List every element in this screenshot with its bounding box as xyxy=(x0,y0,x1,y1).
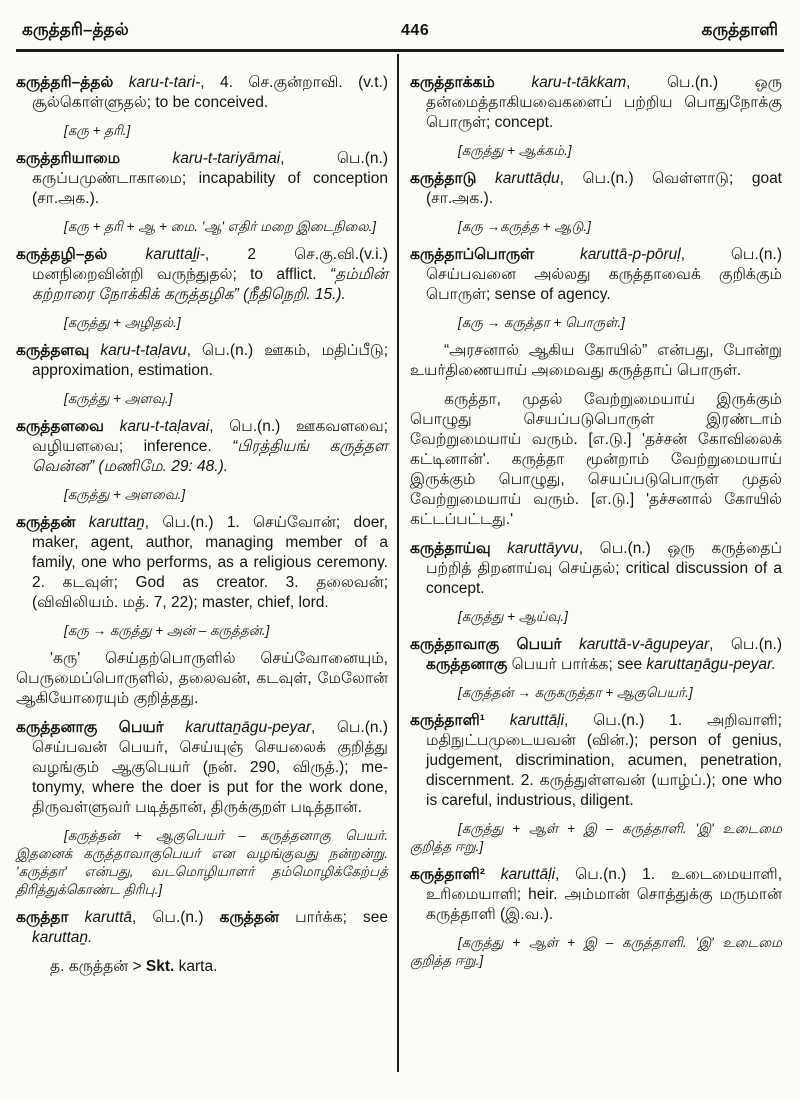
text-run: கருத்தன் xyxy=(219,909,280,926)
entry-text xyxy=(410,169,782,209)
dictionary-entry xyxy=(410,169,782,236)
text-run: karuttā xyxy=(84,909,132,926)
text-run: [கருத்து + ஆள் + இ – கருத்தாளி. 'இ' உடைமை குறித்த ஈறு.] xyxy=(410,935,782,968)
text-run: , பெ.(n.) 1. உடைமையாளி, உரிமையாளி; heir. அம்மான் சொத்துக்கு மருமான் கருத்தாளி (இ.வ.). xyxy=(426,866,782,923)
dictionary-entry xyxy=(410,635,782,702)
text-run: கருத்தாளி² xyxy=(410,866,501,883)
etymology xyxy=(16,218,388,236)
text-run: [கருத்து + ஆய்வு.] xyxy=(458,609,568,624)
entry-text xyxy=(16,908,388,948)
dictionary-entry xyxy=(410,865,782,970)
text-run: karuttāḷi xyxy=(500,866,556,883)
text-run: கருத்தனாகு பெயர் xyxy=(16,719,186,736)
etymology xyxy=(410,684,782,702)
text-run: , பெ.(n.) கருப்பமுண்டாகாமை; incapability of conception (சா.அக.). xyxy=(32,150,388,207)
text-run: [கருத்தன் + ஆகுபெயர் – கருத்தனாகு பெயர். இதனைக் கருத்தாவாகுபெயர் என வழங்குவது நன்றன்று. 'கருத்தா' என்பது, வடமொழியாளர் தம்மொழிக்கேற்பத் திரித்துக்கொண்ட திரிபு.] xyxy=(16,828,388,897)
etymology xyxy=(410,218,782,236)
text-run: , பெ.(n.) 1. அறிவாளி; மதிநுட்பமுடையவன் (வின்.); person of genius, judgement, discrimination, acumen, penetration, discernment. 2. கருத்துள்ளவன் (யாழ்ப்.); one who is careful, industrious, diligent. xyxy=(426,712,782,809)
text-run: karuttāyvu xyxy=(507,540,579,557)
dictionary-entry xyxy=(16,341,388,408)
text-run: , பெ.(n.) ஒரு தன்மைத்தாகியவைகளைப் பற்றிய பொதுநோக்கு பொருள்; concept. xyxy=(426,74,782,131)
text-run: [கரு + தரி + ஆ + மை. 'ஆ' எதிர் மறை இடைநிலை.] xyxy=(64,219,377,234)
text-run: Skt. xyxy=(145,958,175,975)
text-run: [கரு → கருத்து + அன் – கருத்தன்.] xyxy=(64,623,270,638)
text-run: , 4. செ.குன்றாவி. (v.t.) சூல்கொள்ளுதல்; to be conceived. xyxy=(32,74,388,111)
text-run: karuttaḻi- xyxy=(145,246,205,263)
etymology xyxy=(410,934,782,970)
entry-text xyxy=(16,513,388,613)
text-run: karuttāḷi xyxy=(509,712,565,729)
text-run: [கருத்து + அழிதல்.] xyxy=(64,315,181,330)
text-run: கருத்தாளி¹ xyxy=(410,712,510,729)
text-run: கருத்தாடு xyxy=(410,170,495,187)
text-run: கருத்தரியாமை xyxy=(16,150,173,167)
text-run: , 2 செ.கு.வி.(v.i.) மனநிறைவின்றி வருந்துதல்; to afflict. xyxy=(32,246,388,283)
dictionary-entry xyxy=(16,908,388,977)
text-run: கருத்தாவாகு பெயர் xyxy=(410,636,580,653)
running-head-left: கருத்தரி–த்தல் xyxy=(22,20,129,39)
running-head-right: கருத்தாளி xyxy=(701,20,778,39)
text-run: , பெ.(n.) xyxy=(132,909,220,926)
dictionary-entry xyxy=(16,149,388,236)
entry-text xyxy=(16,245,388,305)
note-paragraph xyxy=(410,341,782,381)
note-paragraph xyxy=(16,649,388,709)
dictionary-entry xyxy=(410,73,782,160)
text-run: கருத்தா, முதல் வேற்றுமையாய் இருக்கும் பொழுது செயப்படுபொருள் இரண்டாம் வேற்றுமையாய் வரும். [எ.டு.] 'தச்சன் கோவிலைக் கட்டினான்'. கருத்தா மூன்றாம் வேற்றுமையாய் இருக்கும் பொழுது, செயப்படுபொருள் முதல் வேற்றுமையாய் வரும். [எ.டு.] 'தச்சனால் கோயில் கட்டப்பட்டது.' xyxy=(410,391,782,528)
text-run: karuttā-p-pōruḷ xyxy=(579,246,681,263)
text-run: , பெ.(n.) ஊகவளவை; வழியளவை; inference. xyxy=(32,418,388,455)
etymology xyxy=(410,314,782,332)
text-run: [கரு → கருத்தா + பொருள்.] xyxy=(458,315,625,330)
entry-text xyxy=(16,341,388,381)
text-run: karuttāḍu xyxy=(494,170,560,187)
etymology xyxy=(410,608,782,626)
dictionary-entry xyxy=(16,513,388,709)
text-run: “அரசனால் ஆகிய கோயில்” என்பது, போன்று உயர்திணையாய் அமைவது கருத்தாப் பொருள். xyxy=(410,342,782,379)
text-run: [கருத்து + அளவு.] xyxy=(64,391,173,406)
dictionary-entry xyxy=(16,245,388,332)
left-column xyxy=(16,52,397,1072)
text-run: [கருத்து + ஆக்கம்.] xyxy=(458,143,572,158)
text-run: karu-t-tariyāmai xyxy=(172,150,281,167)
text-run: கருத்தரி–த்தல் xyxy=(16,74,129,91)
text-run: , பெ.(n.) ஊகம், மதிப்பீடு; approximation, estimation. xyxy=(32,342,388,379)
text-run: karuttā-v-āgupeyar xyxy=(579,636,710,653)
etymology xyxy=(16,827,388,899)
dictionary-entry xyxy=(16,417,388,504)
dictionary-entry xyxy=(16,73,388,140)
text-run: கருத்தன் xyxy=(16,514,89,531)
dictionary-entry xyxy=(410,245,782,530)
note-paragraph xyxy=(16,957,388,977)
dictionary-entry xyxy=(410,539,782,626)
entry-text xyxy=(410,245,782,305)
text-run: [கரு + தரி.] xyxy=(64,123,131,138)
text-run: கருத்தனாகு xyxy=(426,656,508,673)
text-run: கருத்தாக்கம் xyxy=(410,74,532,91)
page-number: 446 xyxy=(401,22,430,39)
text-run: [கருத்து + அளவை.] xyxy=(64,487,186,502)
text-run: கருத்தளவை xyxy=(16,418,120,435)
text-run: , பெ.(n.) செய்பவன் பெயர், செய்யுஞ் செயலைக் குறித்து வழங்கும் ஆகுபெயர் (நன். 290, விருத்.); metonymy, where the doer is put for the work done, திருவள்ளுவர் படித்தான், திருக்குறள் படித்தான். xyxy=(32,719,388,816)
text-run: “பிரத்தியங் கருத்தள வென்ன” (மணிமே. 29: 48.). xyxy=(32,438,388,475)
entry-text xyxy=(410,73,782,133)
text-run: கருத்தா xyxy=(16,909,85,926)
text-run: கருத்தளவு xyxy=(16,342,101,359)
text-run: பெயர் பார்க்க; see xyxy=(507,656,647,673)
text-run: , பெ.(n.) xyxy=(709,636,782,653)
etymology xyxy=(16,486,388,504)
right-column xyxy=(399,52,782,1072)
text-run: karuttaṉāgu-peyar. xyxy=(646,656,776,673)
text-run: பார்க்க; see xyxy=(279,909,388,926)
text-run: karta. xyxy=(174,958,218,975)
text-run: “தம்மின் கற்றாரை நோக்கிக் கருத்தழிக” (நீதிநெறி. 15.). xyxy=(32,266,388,303)
text-run: karu-t-tari- xyxy=(128,74,201,91)
etymology xyxy=(410,142,782,160)
text-run: karuttaṉ xyxy=(88,514,145,531)
etymology xyxy=(16,390,388,408)
entry-text xyxy=(410,711,782,811)
text-run: த. கருத்தன் > xyxy=(50,958,146,975)
entry-text xyxy=(410,865,782,925)
text-run: , பெ.(n.) வெள்ளாடு; goat (சா.அக.). xyxy=(426,170,782,207)
text-run: karu-t-taḷavai xyxy=(119,418,210,435)
running-head xyxy=(16,14,784,46)
text-run: [கருத்தன் → கருகருத்தா + ஆகுபெயர்.] xyxy=(458,685,693,700)
text-run: [கருத்து + ஆள் + இ – கருத்தாளி. 'இ' உடைமை குறித்த ஈறு.] xyxy=(410,821,782,854)
text-run: , பெ.(n.) 1. செய்வோன்; doer, maker, agent, author, managing member of a family, one who performs, as a religious ceremony. 2. கடவுள்; God as creator. 3. தலைவன்; (விவிலியம். மத். 7, 22); master, chief, lord. xyxy=(32,514,388,611)
text-run: கருத்தாப்பொருள் xyxy=(410,246,580,263)
note-paragraph xyxy=(410,390,782,530)
etymology xyxy=(16,314,388,332)
entry-text xyxy=(16,73,388,113)
entry-text xyxy=(16,417,388,477)
text-run: , பெ.(n.) செய்பவனை அல்லது கருத்தாவைக் குறிக்கும் பொருள்; sense of agency. xyxy=(426,246,782,303)
text-run: karuttaṉ. xyxy=(32,929,93,946)
etymology xyxy=(16,122,388,140)
text-run: கருத்தழி–தல் xyxy=(16,246,146,263)
text-run: karuttaṉāgu-peyar xyxy=(185,719,312,736)
text-run: karu-t-tākkam xyxy=(531,74,627,91)
etymology xyxy=(16,622,388,640)
text-run: [கரு →கருத்த + ஆடு.] xyxy=(458,219,591,234)
entry-text xyxy=(410,539,782,599)
text-run: , பெ.(n.) ஒரு கருத்தைப் பற்றித் திறனாய்வு செய்தல்; critical discussion of a concept. xyxy=(426,540,782,597)
etymology xyxy=(410,820,782,856)
dictionary-entry xyxy=(410,711,782,856)
entry-text xyxy=(16,149,388,209)
dictionary-entry xyxy=(16,718,388,899)
two-column-body xyxy=(16,52,784,1072)
text-run: கருத்தாய்வு xyxy=(410,540,508,557)
text-run: karu-t-taḷavu xyxy=(100,342,187,359)
text-run: 'கரு' செய்தற்பொருளில் செய்வோனையும், பெருமைப்பொருளில், தலைவன், கடவுள், மேலோன் ஆகியோரையும் குறித்தது. xyxy=(16,650,388,707)
entry-text xyxy=(16,718,388,818)
entry-text xyxy=(410,635,782,675)
